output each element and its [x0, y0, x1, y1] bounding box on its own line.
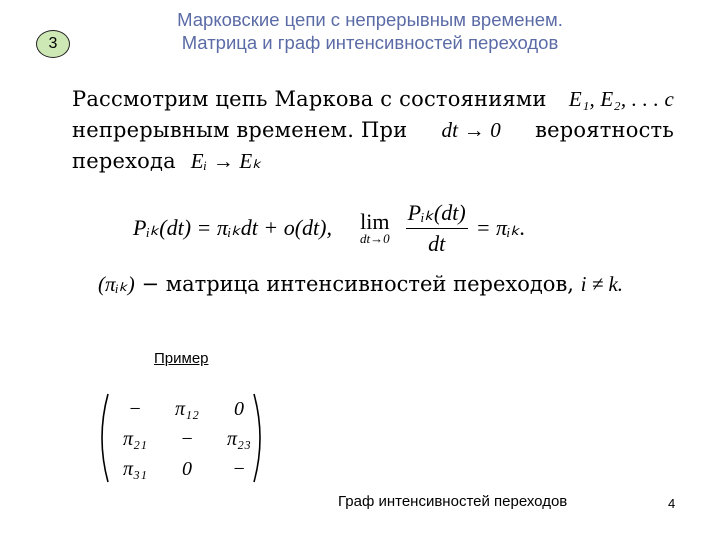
dt-limit-expression: dt → 0: [441, 118, 501, 142]
fraction-numerator: Pᵢₖ(dt): [406, 200, 468, 229]
example-label: Пример: [154, 350, 209, 367]
slide-number-badge: 3: [36, 30, 70, 58]
matrix-cell: π₂₃: [227, 427, 251, 450]
matrix-definition: [98, 272, 623, 297]
example-matrix: [92, 392, 270, 484]
graph-caption: Граф интенсивностей переходов: [338, 493, 568, 510]
title-line-2: Матрица и граф интенсивностей переходов: [181, 32, 559, 53]
matrix-symbol: (πᵢₖ): [98, 272, 135, 296]
intro-text-3: перехода: [72, 149, 176, 173]
index-condition: i ≠ k.: [580, 272, 624, 296]
limit-operator: [360, 209, 390, 247]
matrix-cell: −: [180, 427, 194, 450]
fraction: [406, 200, 468, 257]
matrix-cell: −: [128, 397, 142, 420]
matrix-cell: π₁₂: [175, 397, 199, 420]
matrix-cell: 0: [234, 397, 244, 420]
matrix-cell: π₂₁: [123, 427, 147, 450]
fraction-denominator: dt: [428, 230, 446, 256]
title-line-1: Марковские цепи с непрерывным временем.: [177, 9, 563, 30]
page-number: 4: [668, 496, 676, 511]
matrix-cell: 0: [182, 457, 192, 480]
matrix-definition-text: − матрица интенсивностей переходов,: [141, 272, 574, 296]
formula-right: = πᵢₖ.: [475, 215, 526, 240]
intro-text-1: Рассмотрим цепь Маркова с состояниями: [72, 87, 547, 111]
formula-left: Pᵢₖ(dt) = πᵢₖdt + o(dt),: [133, 215, 332, 240]
lim-subscript: dt→0: [360, 231, 390, 246]
matrix-grid: [112, 394, 262, 484]
lim-label: lim: [360, 209, 390, 234]
intro-line-3: [72, 146, 674, 177]
intro-line-1: [72, 84, 674, 115]
intro-paragraph: [72, 84, 674, 177]
states-expression: E₁, E₂, . . . с: [568, 87, 674, 111]
intro-text-2b: вероятность: [535, 118, 674, 142]
matrix-cell: −: [232, 457, 246, 480]
matrix-cell: π₃₁: [123, 457, 147, 480]
transition-expression: Eᵢ → Eₖ: [190, 149, 262, 173]
slide-title: [110, 8, 630, 54]
intro-line-2: [72, 115, 674, 146]
intensity-formula: [133, 196, 623, 260]
intro-text-2a: непрерывным временем. При: [72, 118, 408, 142]
